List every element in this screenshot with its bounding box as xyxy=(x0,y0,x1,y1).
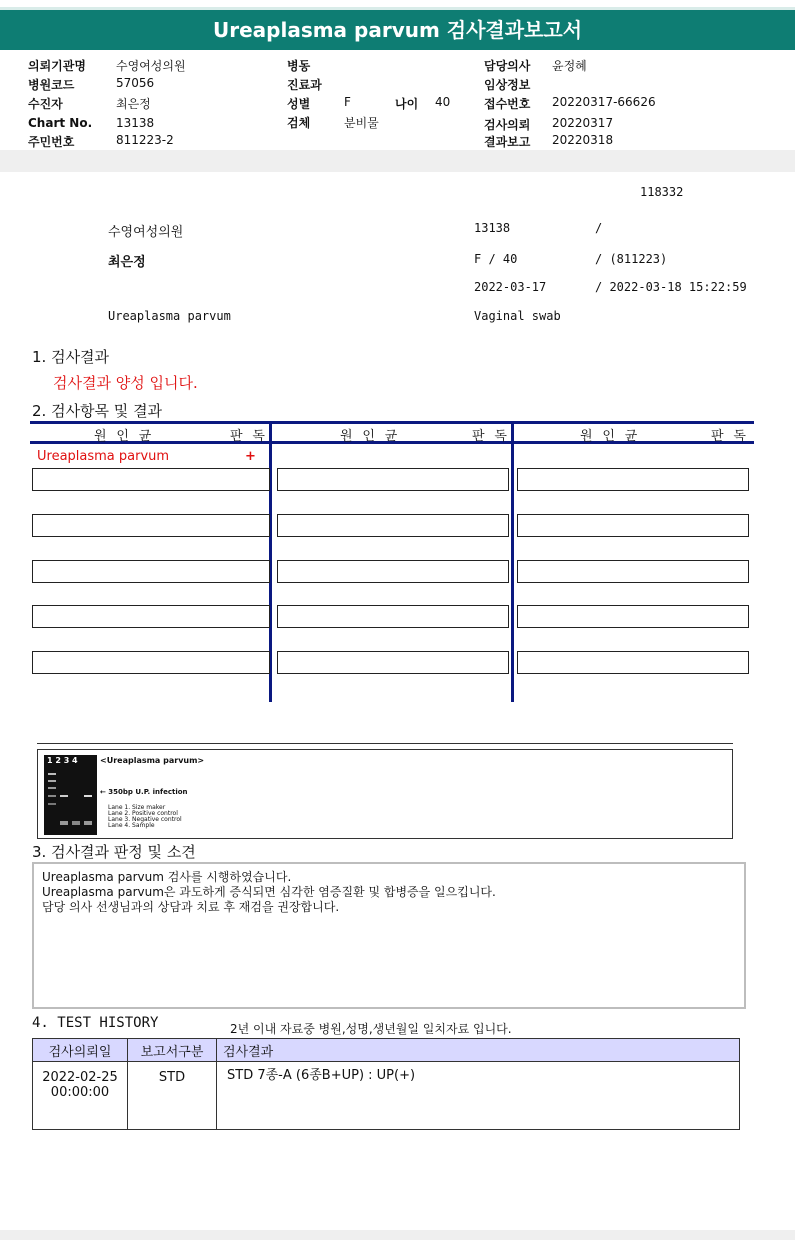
result-cell xyxy=(517,468,749,491)
hdr-label: 결과보고 xyxy=(484,135,531,149)
history-time: 00:00:00 xyxy=(50,1085,110,1100)
report-datetime: / 2022-03-18 15:22:59 xyxy=(595,280,747,294)
col-pathogen-3: 원 인 균 xyxy=(580,429,639,444)
result-cell xyxy=(277,560,509,583)
test-name: Ureaplasma parvum xyxy=(108,309,231,323)
col-pathogen-1: 원 인 균 xyxy=(94,429,153,444)
report-number: 118332 xyxy=(640,185,684,199)
hdr-value: 20220317-66626 xyxy=(552,95,656,109)
hdr-label: 담당의사 xyxy=(484,59,531,73)
report-title: Ureaplasma parvum 검사결과보고서 xyxy=(212,18,583,42)
primer-band xyxy=(60,821,68,825)
hdr-label: Chart No. xyxy=(28,116,93,130)
section2-heading: 2. 검사항목 및 결과 xyxy=(32,402,163,420)
col-reading-3: 판 독 xyxy=(711,429,747,444)
gel-image xyxy=(44,755,97,835)
gel-legend xyxy=(108,805,182,829)
history-note: 2년 이내 자료중 병원,성명,생년월일 일치자료 입니다. xyxy=(230,1022,512,1036)
footer-bar xyxy=(0,1230,795,1240)
ladder-band xyxy=(48,773,56,775)
history-date-cell xyxy=(33,1062,128,1130)
hdr-value: 수영여성의원 xyxy=(116,59,186,73)
hdr-label: 진료과 xyxy=(287,78,322,92)
gel-lane-numbers: 1 2 3 4 xyxy=(47,756,78,765)
birth-date: / (811223) xyxy=(595,252,668,266)
history-header-row xyxy=(33,1039,740,1062)
history-type: STD xyxy=(128,1062,217,1130)
hdr-label: 검사의뢰 xyxy=(484,118,531,132)
result-cell xyxy=(32,560,270,583)
section4-heading: 4. TEST HISTORY xyxy=(32,1015,159,1031)
history-col-result: 검사결과 xyxy=(217,1039,740,1062)
col-reading-2: 판 독 xyxy=(472,429,508,444)
sample-band xyxy=(84,795,92,797)
result-cell xyxy=(517,560,749,583)
history-col-date: 검사의뢰일 xyxy=(33,1039,128,1062)
header-divider xyxy=(0,150,795,172)
result-cell xyxy=(517,514,749,537)
result-cell xyxy=(277,514,509,537)
hdr-label: 성별 xyxy=(287,97,311,111)
gel-title: <Ureaplasma parvum> xyxy=(100,756,205,765)
result-cell xyxy=(277,651,509,674)
hdr-value: 20220317 xyxy=(552,116,614,130)
hdr-label: 수진자 xyxy=(28,97,63,111)
ladder-band xyxy=(48,795,56,797)
request-date: 2022-03-17 xyxy=(474,280,547,294)
opinion-line: Ureaplasma parvum 검사를 시행하였습니다. xyxy=(42,870,292,884)
hdr-label: 임상정보 xyxy=(484,78,531,92)
hdr-label: 접수번호 xyxy=(484,97,531,111)
hdr-value: 20220318 xyxy=(552,133,614,147)
result-cell xyxy=(32,651,270,674)
history-table xyxy=(32,1038,740,1130)
gel-band-label: ← 350bp U.P. infection xyxy=(100,788,188,796)
result-cell xyxy=(517,605,749,628)
hdr-value: 최은정 xyxy=(116,97,151,111)
patient-name: 최은정 xyxy=(108,255,146,270)
hdr-label: 검체 xyxy=(287,116,311,130)
primer-band xyxy=(72,821,80,825)
positive-control-band xyxy=(60,795,68,797)
hdr-value: F xyxy=(344,95,351,109)
gel-legend-item: Lane 4. Sample xyxy=(108,822,155,829)
opinion-line: 담당 의사 선생님과의 상담과 치료 후 재검을 권장합니다. xyxy=(42,900,340,914)
hdr-value: 윤정혜 xyxy=(552,59,587,73)
history-date: 2022-02-25 xyxy=(42,1070,118,1085)
clinic-name: 수영여성의원 xyxy=(108,225,184,240)
col-reading-1: 판 독 xyxy=(230,429,266,444)
result-cell xyxy=(32,468,270,491)
hdr-value: 811223-2 xyxy=(116,133,174,147)
grid-top-rule xyxy=(30,421,754,424)
chart-number: 13138 xyxy=(474,221,511,235)
grid-divider-2 xyxy=(511,424,514,702)
gel-legend-item: Lane 1. Size maker xyxy=(108,804,166,811)
hdr-value: 13138 xyxy=(116,116,155,130)
ladder-band xyxy=(48,787,56,789)
hdr-label: 의뢰기관명 xyxy=(28,59,86,73)
hdr-label: 주민번호 xyxy=(28,135,75,149)
primer-band xyxy=(84,821,92,825)
sex-age: F / 40 xyxy=(474,252,518,266)
history-col-type: 보고서구분 xyxy=(128,1039,217,1062)
pathogen-result-reading: + xyxy=(245,449,256,464)
result-cell xyxy=(277,468,509,491)
col-pathogen-2: 원 인 균 xyxy=(340,429,399,444)
pathogen-result-name: Ureaplasma parvum xyxy=(37,449,170,464)
hdr-label: 병원코드 xyxy=(28,78,75,92)
hdr-value: 분비물 xyxy=(344,116,379,130)
gel-legend-item: Lane 2. Positive control xyxy=(108,810,178,817)
age-value: 40 xyxy=(435,95,451,109)
gel-top-rule xyxy=(37,743,733,744)
table-row xyxy=(33,1062,740,1130)
section1-heading: 1. 검사결과 xyxy=(32,348,110,366)
result-cell xyxy=(32,514,270,537)
result-cell xyxy=(32,605,270,628)
opinion-box xyxy=(32,862,746,1009)
age-label: 나이 xyxy=(395,97,419,111)
chart-separator: / xyxy=(595,221,603,235)
ladder-band xyxy=(48,780,56,782)
result-cell xyxy=(277,605,509,628)
specimen: Vaginal swab xyxy=(474,309,561,323)
gel-panel xyxy=(37,749,733,839)
opinion-line: Ureaplasma parvum은 과도하게 증식되면 심각한 염증질환 및 합병증을 일으킵니다. xyxy=(42,885,496,899)
history-result: STD 7종-A (6종B+UP) : UP(+) xyxy=(217,1062,740,1130)
hdr-label: 병동 xyxy=(287,59,311,73)
result-summary: 검사결과 양성 입니다. xyxy=(53,374,198,392)
section3-heading: 3. 검사결과 판정 및 소견 xyxy=(32,843,196,861)
report-title-bar xyxy=(0,7,795,50)
hdr-value: 57056 xyxy=(116,76,155,90)
result-cell xyxy=(517,651,749,674)
ladder-band xyxy=(48,803,56,805)
gel-legend-item: Lane 3. Negative control xyxy=(108,816,182,823)
